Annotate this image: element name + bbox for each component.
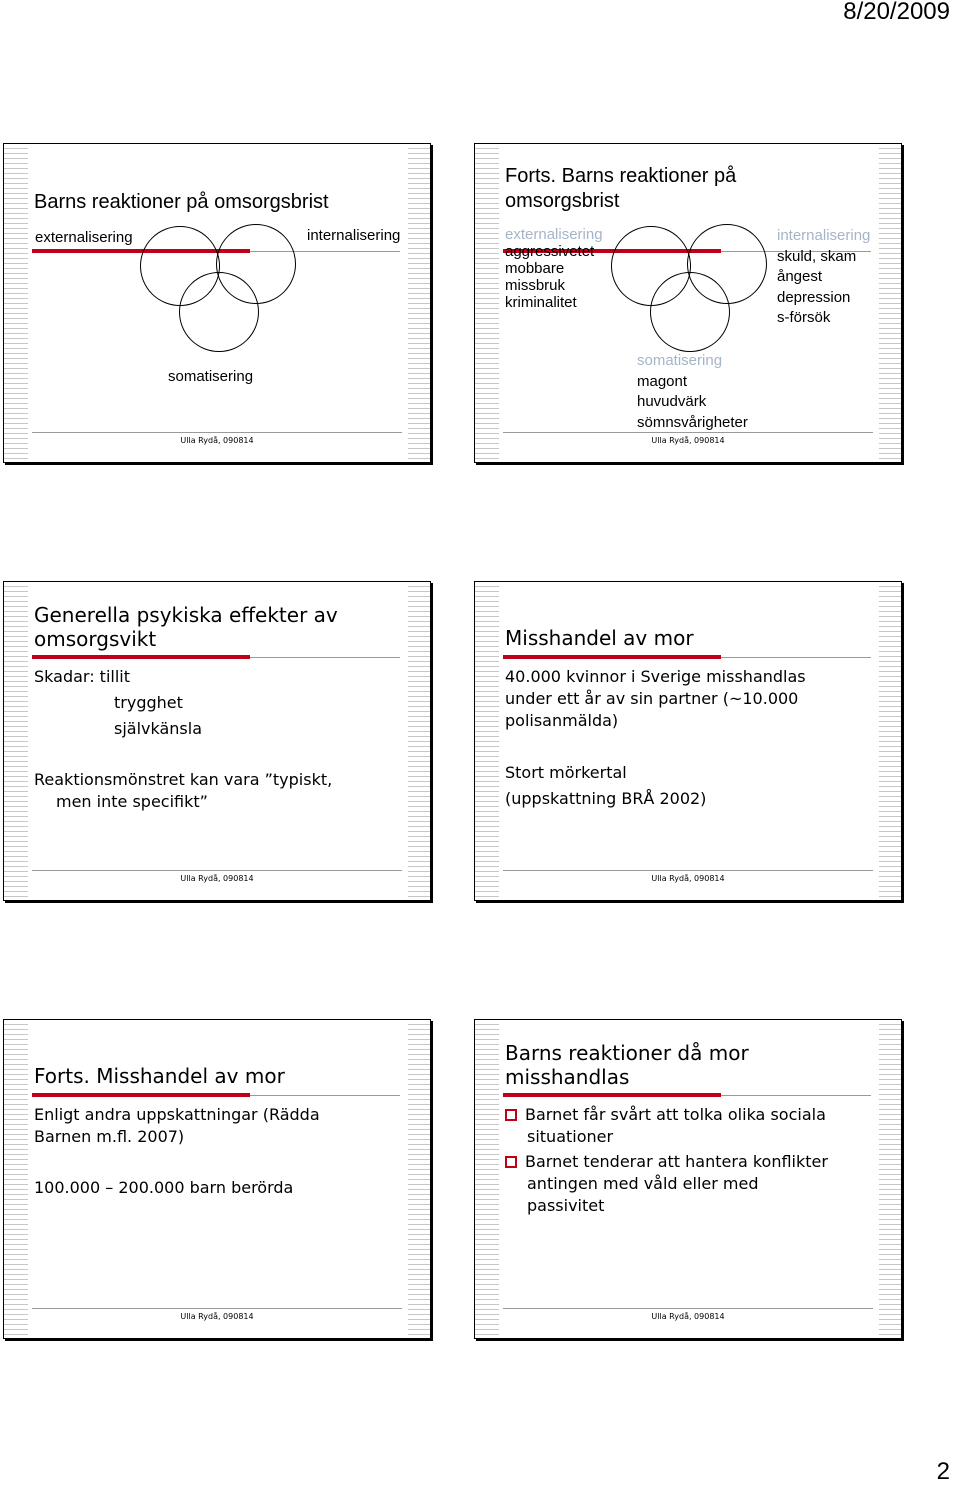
paragraph-children-affected: 100.000 – 200.000 barn berörda bbox=[34, 1178, 294, 1197]
externalisering-list: externalisering aggressivetet mobbare missbruk kriminalitet bbox=[505, 226, 603, 311]
slide-title: Forts. Barns reaktioner på omsorgsbrist bbox=[505, 165, 737, 212]
label-externalisering: externalisering bbox=[35, 229, 133, 246]
somatisering-list: somatisering magont huvudvärk sömnsvårigheter bbox=[637, 352, 748, 431]
slide-2 bbox=[474, 143, 902, 463]
slide-title: Misshandel av mor bbox=[505, 626, 694, 650]
reaction-text: Reaktionsmönstret kan vara ”typiskt, men inte specifikt” bbox=[34, 770, 333, 811]
skadar-label: Skadar: tillit bbox=[34, 667, 131, 686]
slide-footer: Ulla Rydå, 090814 bbox=[180, 436, 254, 445]
slide-footer: Ulla Rydå, 090814 bbox=[180, 874, 254, 883]
item-sjalvkansla: självkänsla bbox=[114, 719, 203, 738]
slide-title: Barns reaktioner på omsorgsbrist bbox=[34, 191, 329, 213]
slide-1 bbox=[3, 143, 431, 463]
venn-circle-bottom bbox=[650, 272, 730, 352]
slide-footer: Ulla Rydå, 090814 bbox=[651, 436, 725, 445]
paragraph-statistics: 40.000 kvinnor i Sverige misshandlas under ett år av sin partner (~10.000 polisanmälda) bbox=[505, 667, 806, 730]
item-trygghet: trygghet bbox=[114, 693, 183, 712]
slide-4 bbox=[474, 581, 902, 901]
slide-footer: Ulla Rydå, 090814 bbox=[651, 1312, 725, 1321]
slide-footer: Ulla Rydå, 090814 bbox=[180, 1312, 254, 1321]
slide-3 bbox=[3, 581, 431, 901]
internalisering-list: internalisering skuld, skam ångest depression s-försök bbox=[777, 227, 871, 326]
paragraph-morkertal: Stort mörkertal (uppskattning BRÅ 2002) bbox=[505, 763, 707, 808]
venn-circle-somatisering bbox=[179, 272, 259, 352]
label-internalisering: internalisering bbox=[307, 227, 401, 244]
slide-6 bbox=[474, 1019, 902, 1339]
square-bullet-icon bbox=[505, 1109, 517, 1121]
slide-title: Forts. Misshandel av mor bbox=[34, 1064, 285, 1088]
paragraph-estimates: Enligt andra uppskattningar (Rädda Barnen m.fl. 2007) bbox=[34, 1105, 320, 1146]
square-bullet-icon bbox=[505, 1156, 517, 1168]
slide-5 bbox=[3, 1019, 431, 1339]
bullet-item: Barnet tenderar att hantera konflikter antingen med våld eller med passivitet bbox=[505, 1151, 828, 1217]
label-somatisering: somatisering bbox=[168, 368, 254, 385]
print-date: 8/20/2009 bbox=[843, 0, 950, 25]
slide-title: Barns reaktioner då mor misshandlas bbox=[505, 1041, 749, 1089]
slide-footer: Ulla Rydå, 090814 bbox=[651, 874, 725, 883]
page-number: 2 bbox=[936, 1458, 950, 1485]
bullet-item: Barnet får svårt att tolka olika sociala situationer bbox=[505, 1104, 826, 1148]
slide-title: Generella psykiska effekter av omsorgsvikt bbox=[34, 603, 338, 651]
